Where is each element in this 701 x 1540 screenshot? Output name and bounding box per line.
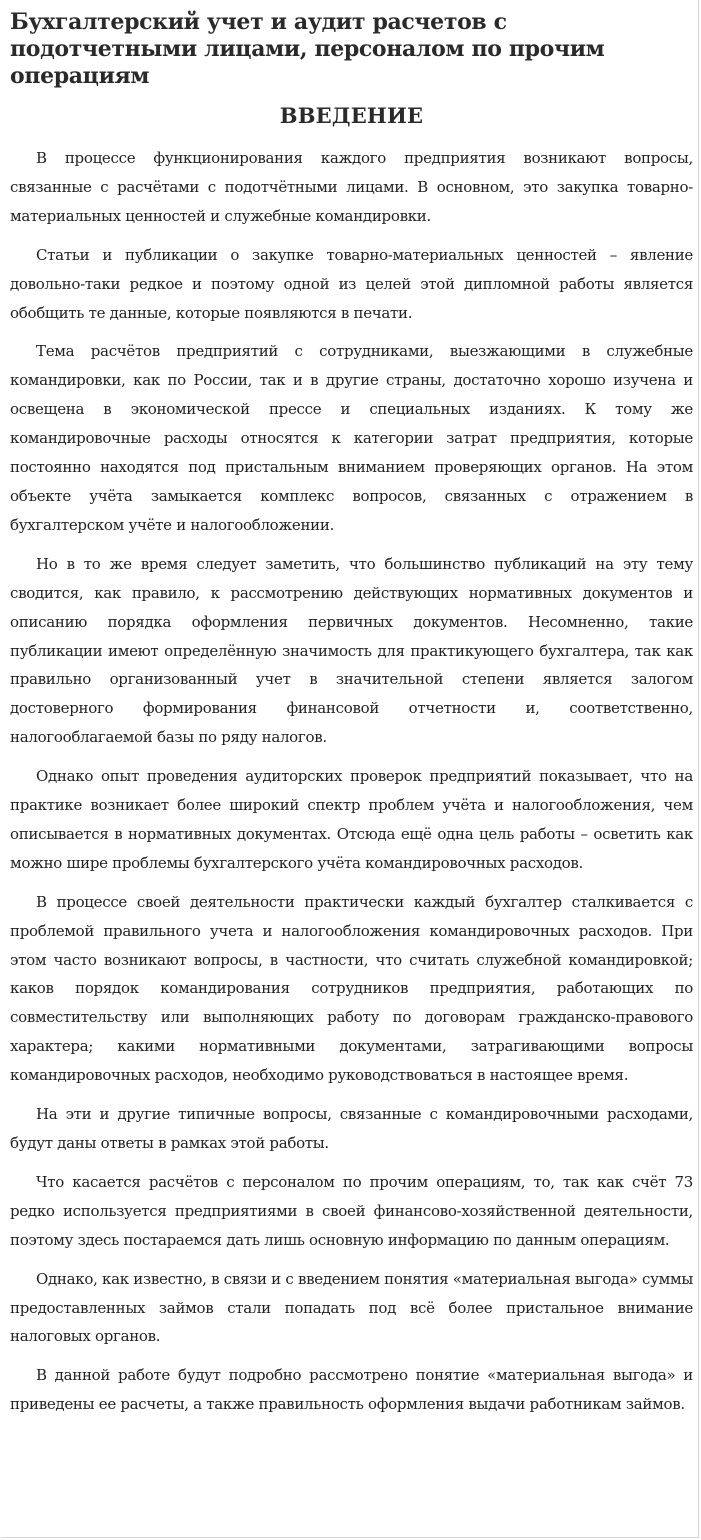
document-title: Бухгалтерский учет и аудит расчетов с подотчетными лицами, персоналом по прочим операциям [10,9,605,89]
section-heading: ВВЕДЕНИЕ [279,103,424,128]
document-content [10,9,693,1429]
document-page [1,0,699,1538]
paragraph-8: Что касается расчётов с персоналом по прочим операциям, то, так как счёт 73 редко используется предприятиями в своей финансово-хозяйственной деятельности, поэтому здесь постараемся дать лишь основную информацию по данным операциям. [10,1172,693,1249]
paragraph-2: Статьи и публикации о закупке товарно-материальных ценностей – явление довольно-таки редкое и поэтому одной из целей этой дипломной работы является обобщить те данные, которые появляются в печати. [10,245,693,322]
paragraph-7: На эти и другие типичные вопросы, связанные с командировочными расходами, будут даны ответы в рамках этой работы. [10,1105,693,1152]
paragraph-5: Однако опыт проведения аудиторских проверок предприятий показывает, что на практике возникает более широкий спектр проблем учёта и налогообложения, чем описывается в нормативных документах. Отсюда ещё одна цель работы – осветить как можно шире проблемы бухгалтерского учёта командировочных расходов. [10,767,693,872]
paragraph-6: В процессе своей деятельности практически каждый бухгалтер сталкивается с проблемой правильного учета и налогообложения командировочных расходов. При этом часто возникают вопросы, в частности, что считать служебной командировкой; каков порядок командирования сотрудников предприятия, работающих по совместительству или выполняющих работу по договорам гражданско-правового характера; какими нормативными документами, затрагивающими вопросы командировочных расходов, необходимо руководствоваться в настоящее время. [10,892,693,1085]
paragraph-10: В данной работе будут подробно рассмотрено понятие «материальная выгода» и приведены ее расчеты, а также правильность оформления выдачи работникам займов. [10,1366,693,1414]
paragraph-3: Тема расчётов предприятий с сотрудниками, выезжающими в служебные командировки, как по России, так и в другие страны, достаточно хорошо изучена и освещена в экономической прессе и специальных изданиях. К тому же командировочные расходы относятся к категории затрат предприятия, которые постоянно находятся под пристальным вниманием проверяющих органов. На этом объекте учёта замыкается комплекс вопросов, связанных с отражением в бухгалтерском учёте и налогообложении. [10,342,693,534]
paragraph-4: Но в то же время следует заметить, что большинство публикаций на эту тему сводится, как правило, к рассмотрению действующих нормативных документов и описанию порядка оформления первичных документов. Несомненно, такие публикации имеют определённую значимость для практикующего бухгалтера, так как правильно организованный учет в значительной степени является залогом достоверного формирования финансовой отчетности и, соответственно, налогооблагаемой базы по ряду налогов. [10,554,693,747]
paragraph-9: Однако, как известно, в связи и с введением понятия «материальная выгода» суммы предоставленных займов стали попадать под всё более пристальное внимание налоговых органов. [10,1269,693,1346]
paragraph-1: В процессе функционирования каждого предприятия возникают вопросы, связанные с расчётами с подотчётными лицами. В основном, это закупка товарно-материальных ценностей и служебные командировки. [10,149,693,225]
